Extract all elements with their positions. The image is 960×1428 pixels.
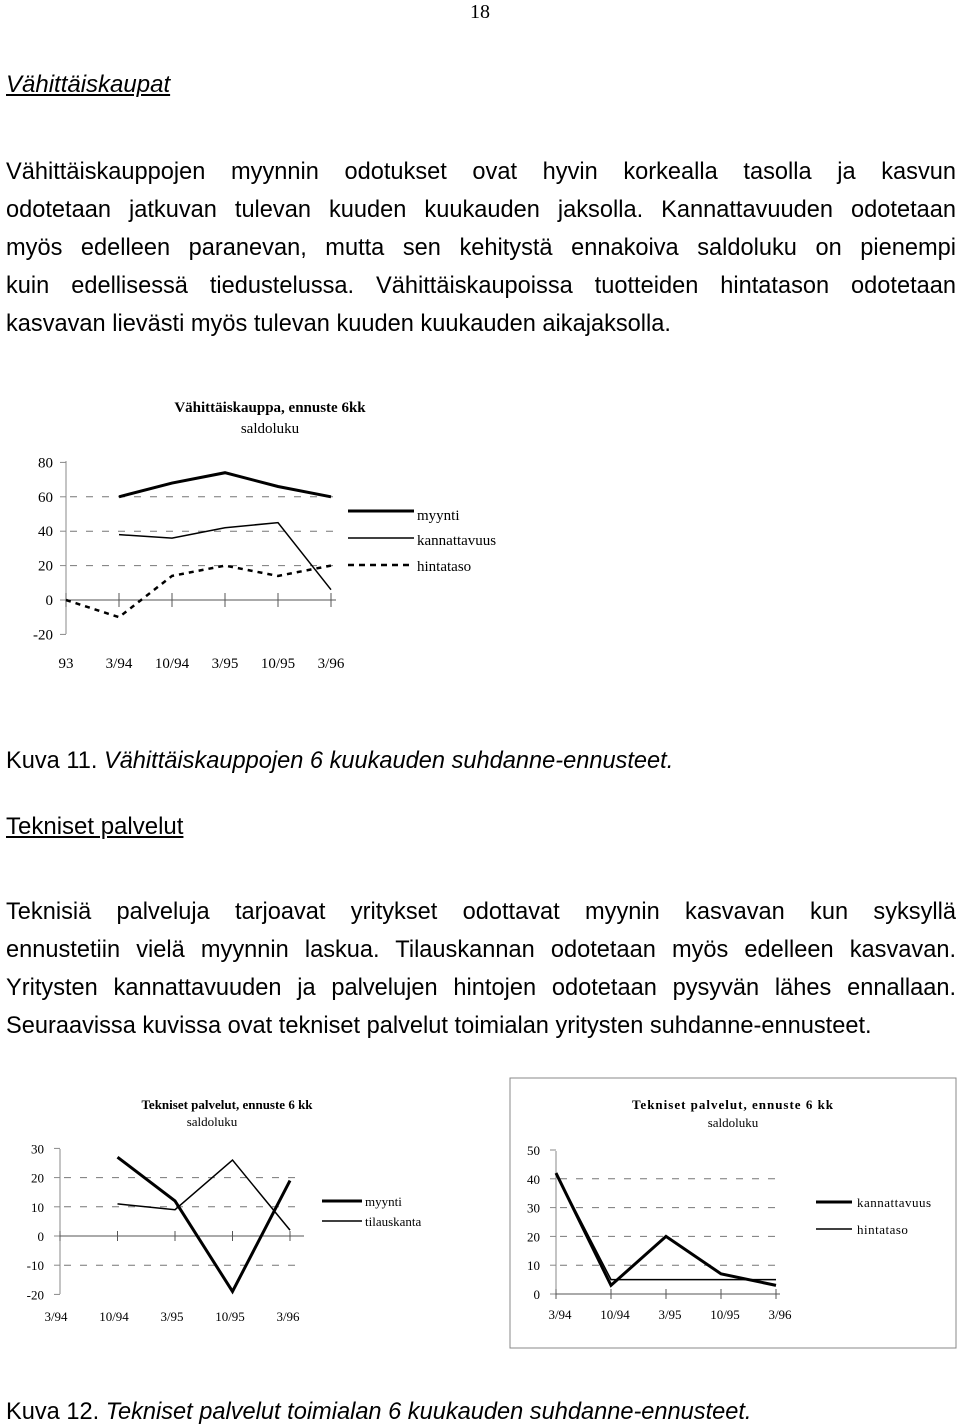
y-tick-label: 0 xyxy=(37,1229,44,1244)
caption-text: Vähittäiskauppojen 6 kuukauden suhdanne-ennusteet. xyxy=(103,748,674,774)
legend-label-hintataso: hintataso xyxy=(857,1222,909,1237)
x-tick-label: 10/95 xyxy=(710,1307,740,1322)
x-tick-label: 10/95 xyxy=(215,1309,245,1324)
page-number: 18 xyxy=(470,1,490,23)
x-tick-label: 93 xyxy=(58,656,74,672)
y-tick-label: -10 xyxy=(26,1258,44,1274)
x-tick-label: 3/94 xyxy=(548,1307,572,1322)
x-tick-label: 3/96 xyxy=(276,1309,300,1324)
paragraph-line: odotetaan jatkuvan tulevan kuuden kuukauden jaksolla. Kannattavuuden odotetaan xyxy=(6,197,956,223)
legend-label-myynti: myynti xyxy=(365,1194,402,1209)
x-tick-label: 3/95 xyxy=(211,656,239,672)
y-tick-label: 10 xyxy=(31,1199,44,1215)
chart-title: Vähittäiskauppa, ennuste 6kk xyxy=(174,400,366,416)
chart-subtitle: saldoluku xyxy=(240,421,300,437)
y-tick-label: 20 xyxy=(31,1170,44,1186)
y-tick-label: 20 xyxy=(38,558,53,575)
y-tick-label: 10 xyxy=(527,1258,540,1274)
section-heading-technical-services: Tekniset palvelut xyxy=(6,813,184,840)
legend-label-tilauskanta: tilauskanta xyxy=(365,1214,422,1229)
x-tick-label: 3/96 xyxy=(317,656,345,672)
paragraph-line: ennustetiin vielä myynnin laskua. Tilauskannan odotetaan myös edelleen kasvavan. xyxy=(6,937,956,963)
legend-label-kannattavuus: kannattavuus xyxy=(857,1195,932,1210)
y-tick-label: 40 xyxy=(527,1171,540,1187)
series-line-myynti xyxy=(118,1157,291,1291)
y-tick-label: 30 xyxy=(527,1200,540,1216)
x-tick-label: 3/95 xyxy=(658,1307,682,1322)
paragraph-line: Teknisiä palveluja tarjoavat yritykset odottavat myynin kasvavan kun syksyllä xyxy=(6,899,956,925)
series-line-tilauskanta xyxy=(118,1160,291,1230)
chart-technical-services-profitability xyxy=(510,1078,956,1348)
caption-label: Kuva 12. xyxy=(6,1399,100,1425)
x-tick-label: 10/95 xyxy=(260,656,296,672)
x-tick-label: 3/94 xyxy=(44,1309,68,1324)
y-tick-label: 40 xyxy=(38,524,53,541)
paragraph-line: Yritysten kannattavuuden ja palvelujen hintojen odotetaan pysyvän lähes ennallaan. xyxy=(6,975,956,1001)
y-tick-label: -20 xyxy=(33,627,53,644)
series-line-hintataso xyxy=(556,1173,776,1280)
x-tick-label: 10/94 xyxy=(99,1309,129,1324)
x-tick-label: 10/94 xyxy=(154,656,190,672)
paragraph-line: myös edelleen paranevan, mutta sen kehitystä ennakoiva saldoluku on pienempi xyxy=(6,235,956,261)
paragraph-line: Vähittäiskauppojen myynnin odotukset ovat hyvin korkealla tasolla ja kasvun xyxy=(6,159,956,185)
figure-caption-12 xyxy=(6,1397,752,1427)
y-tick-label: -20 xyxy=(26,1287,44,1303)
y-tick-label: 0 xyxy=(45,593,53,609)
legend-label-kannattavuus: kannattavuus xyxy=(417,533,497,549)
x-tick-label: 3/96 xyxy=(768,1307,792,1322)
chart-subtitle: saldoluku xyxy=(707,1115,759,1130)
caption-label: Kuva 11. xyxy=(6,748,98,774)
paragraph-line: Seuraavissa kuvissa ovat tekniset palvelut toimialan yritysten suhdanne-ennusteet. xyxy=(6,1013,872,1039)
y-tick-label: 20 xyxy=(527,1229,540,1245)
legend-label-hintataso: hintataso xyxy=(417,559,472,575)
chart-technical-services-sales xyxy=(27,1097,422,1324)
chart-subtitle: saldoluku xyxy=(186,1114,238,1129)
paragraph-line: kasvavan lievästi myös tulevan kuuden kuukauden aikajaksolla. xyxy=(6,311,671,337)
x-tick-label: 3/95 xyxy=(160,1309,184,1324)
section-heading-retail: Vähittäiskaupat xyxy=(6,71,171,98)
series-line-kannattavuus xyxy=(556,1173,776,1285)
caption-text: Tekniset palvelut toimialan 6 kuukauden suhdanne-ennusteet. xyxy=(105,1399,752,1425)
x-tick-label: 3/94 xyxy=(105,656,133,672)
x-tick-label: 10/94 xyxy=(600,1307,630,1322)
y-tick-label: 80 xyxy=(38,455,53,472)
paragraph-line: kuin edellisessä tiedustelussa. Vähittäiskaupoissa tuotteiden hintatason odotetaan xyxy=(6,273,956,299)
y-tick-label: 50 xyxy=(527,1143,540,1158)
y-tick-label: 0 xyxy=(533,1287,540,1302)
chart-title: Tekniset palvelut, ennuste 6 kk xyxy=(631,1097,835,1112)
y-tick-label: 60 xyxy=(38,489,53,506)
chart-title: Tekniset palvelut, ennuste 6 kk xyxy=(141,1097,313,1112)
legend-label-myynti: myynti xyxy=(417,508,460,524)
y-tick-label: 30 xyxy=(31,1141,44,1157)
